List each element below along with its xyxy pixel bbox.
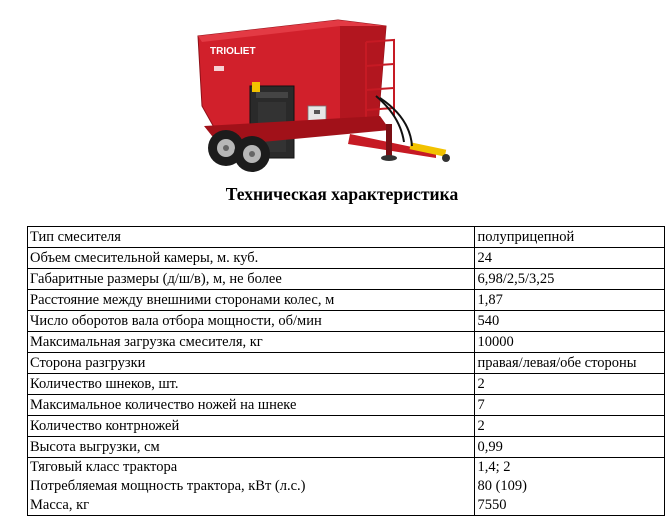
spec-name: Объем смесительной камеры, м. куб.	[28, 248, 475, 269]
spec-row	[28, 269, 665, 290]
spec-row	[28, 395, 665, 416]
spec-row	[28, 311, 665, 332]
spec-name: Масса, кг	[30, 497, 90, 513]
spec-row	[28, 248, 665, 269]
spec-name: Высота выгрузки, см	[28, 437, 475, 458]
spec-row	[28, 416, 665, 437]
spec-value: 540	[475, 311, 665, 332]
wheel-front	[234, 136, 270, 172]
brand-logo: TRIOLIET	[210, 46, 256, 57]
spec-row	[28, 437, 665, 458]
spec-value: 2	[475, 416, 665, 437]
spec-name: Потребляемая мощность трактора, кВт (л.с.)	[30, 478, 306, 494]
spec-name: Габаритные размеры (д/ш/в), м, не более	[28, 269, 475, 290]
spec-value: 24	[475, 248, 665, 269]
spec-value: 10000	[475, 332, 665, 353]
spec-value: 6,98/2,5/3,25	[475, 269, 665, 290]
spec-name: Сторона разгрузки	[28, 353, 475, 374]
spec-value: 1,87	[475, 290, 665, 311]
spec-name-group	[28, 458, 475, 516]
spec-name: Тип смесителя	[28, 227, 475, 248]
spec-value: полуприцепной	[475, 227, 665, 248]
spec-name: Расстояние между внешними сторонами колес, м	[28, 290, 475, 311]
spec-value-group	[475, 458, 665, 516]
spec-row	[28, 353, 665, 374]
feed-mixer-photo	[190, 6, 460, 178]
spec-row	[28, 227, 665, 248]
spec-value: 7	[475, 395, 665, 416]
spec-name: Число оборотов вала отбора мощности, об/мин	[28, 311, 475, 332]
spec-value: 80 (109)	[477, 478, 527, 494]
spec-table	[27, 226, 665, 516]
spec-row-multi	[28, 458, 665, 516]
spec-value: 2	[475, 374, 665, 395]
spec-value: 1,4; 2	[477, 459, 511, 475]
spec-name: Количество шнеков, шт.	[28, 374, 475, 395]
spec-name: Количество контрножей	[28, 416, 475, 437]
spec-value: правая/левая/обе стороны	[475, 353, 665, 374]
spec-name: Максимальная загрузка смесителя, кг	[28, 332, 475, 353]
spec-value: 7550	[477, 497, 507, 513]
spec-name: Максимальное количество ножей на шнеке	[28, 395, 475, 416]
spec-name: Тяговый класс трактора	[30, 459, 178, 475]
spec-row	[28, 332, 665, 353]
heading: Техническая характеристика	[225, 184, 459, 204]
spec-row	[28, 290, 665, 311]
spec-value: 0,99	[475, 437, 665, 458]
spec-row	[28, 374, 665, 395]
